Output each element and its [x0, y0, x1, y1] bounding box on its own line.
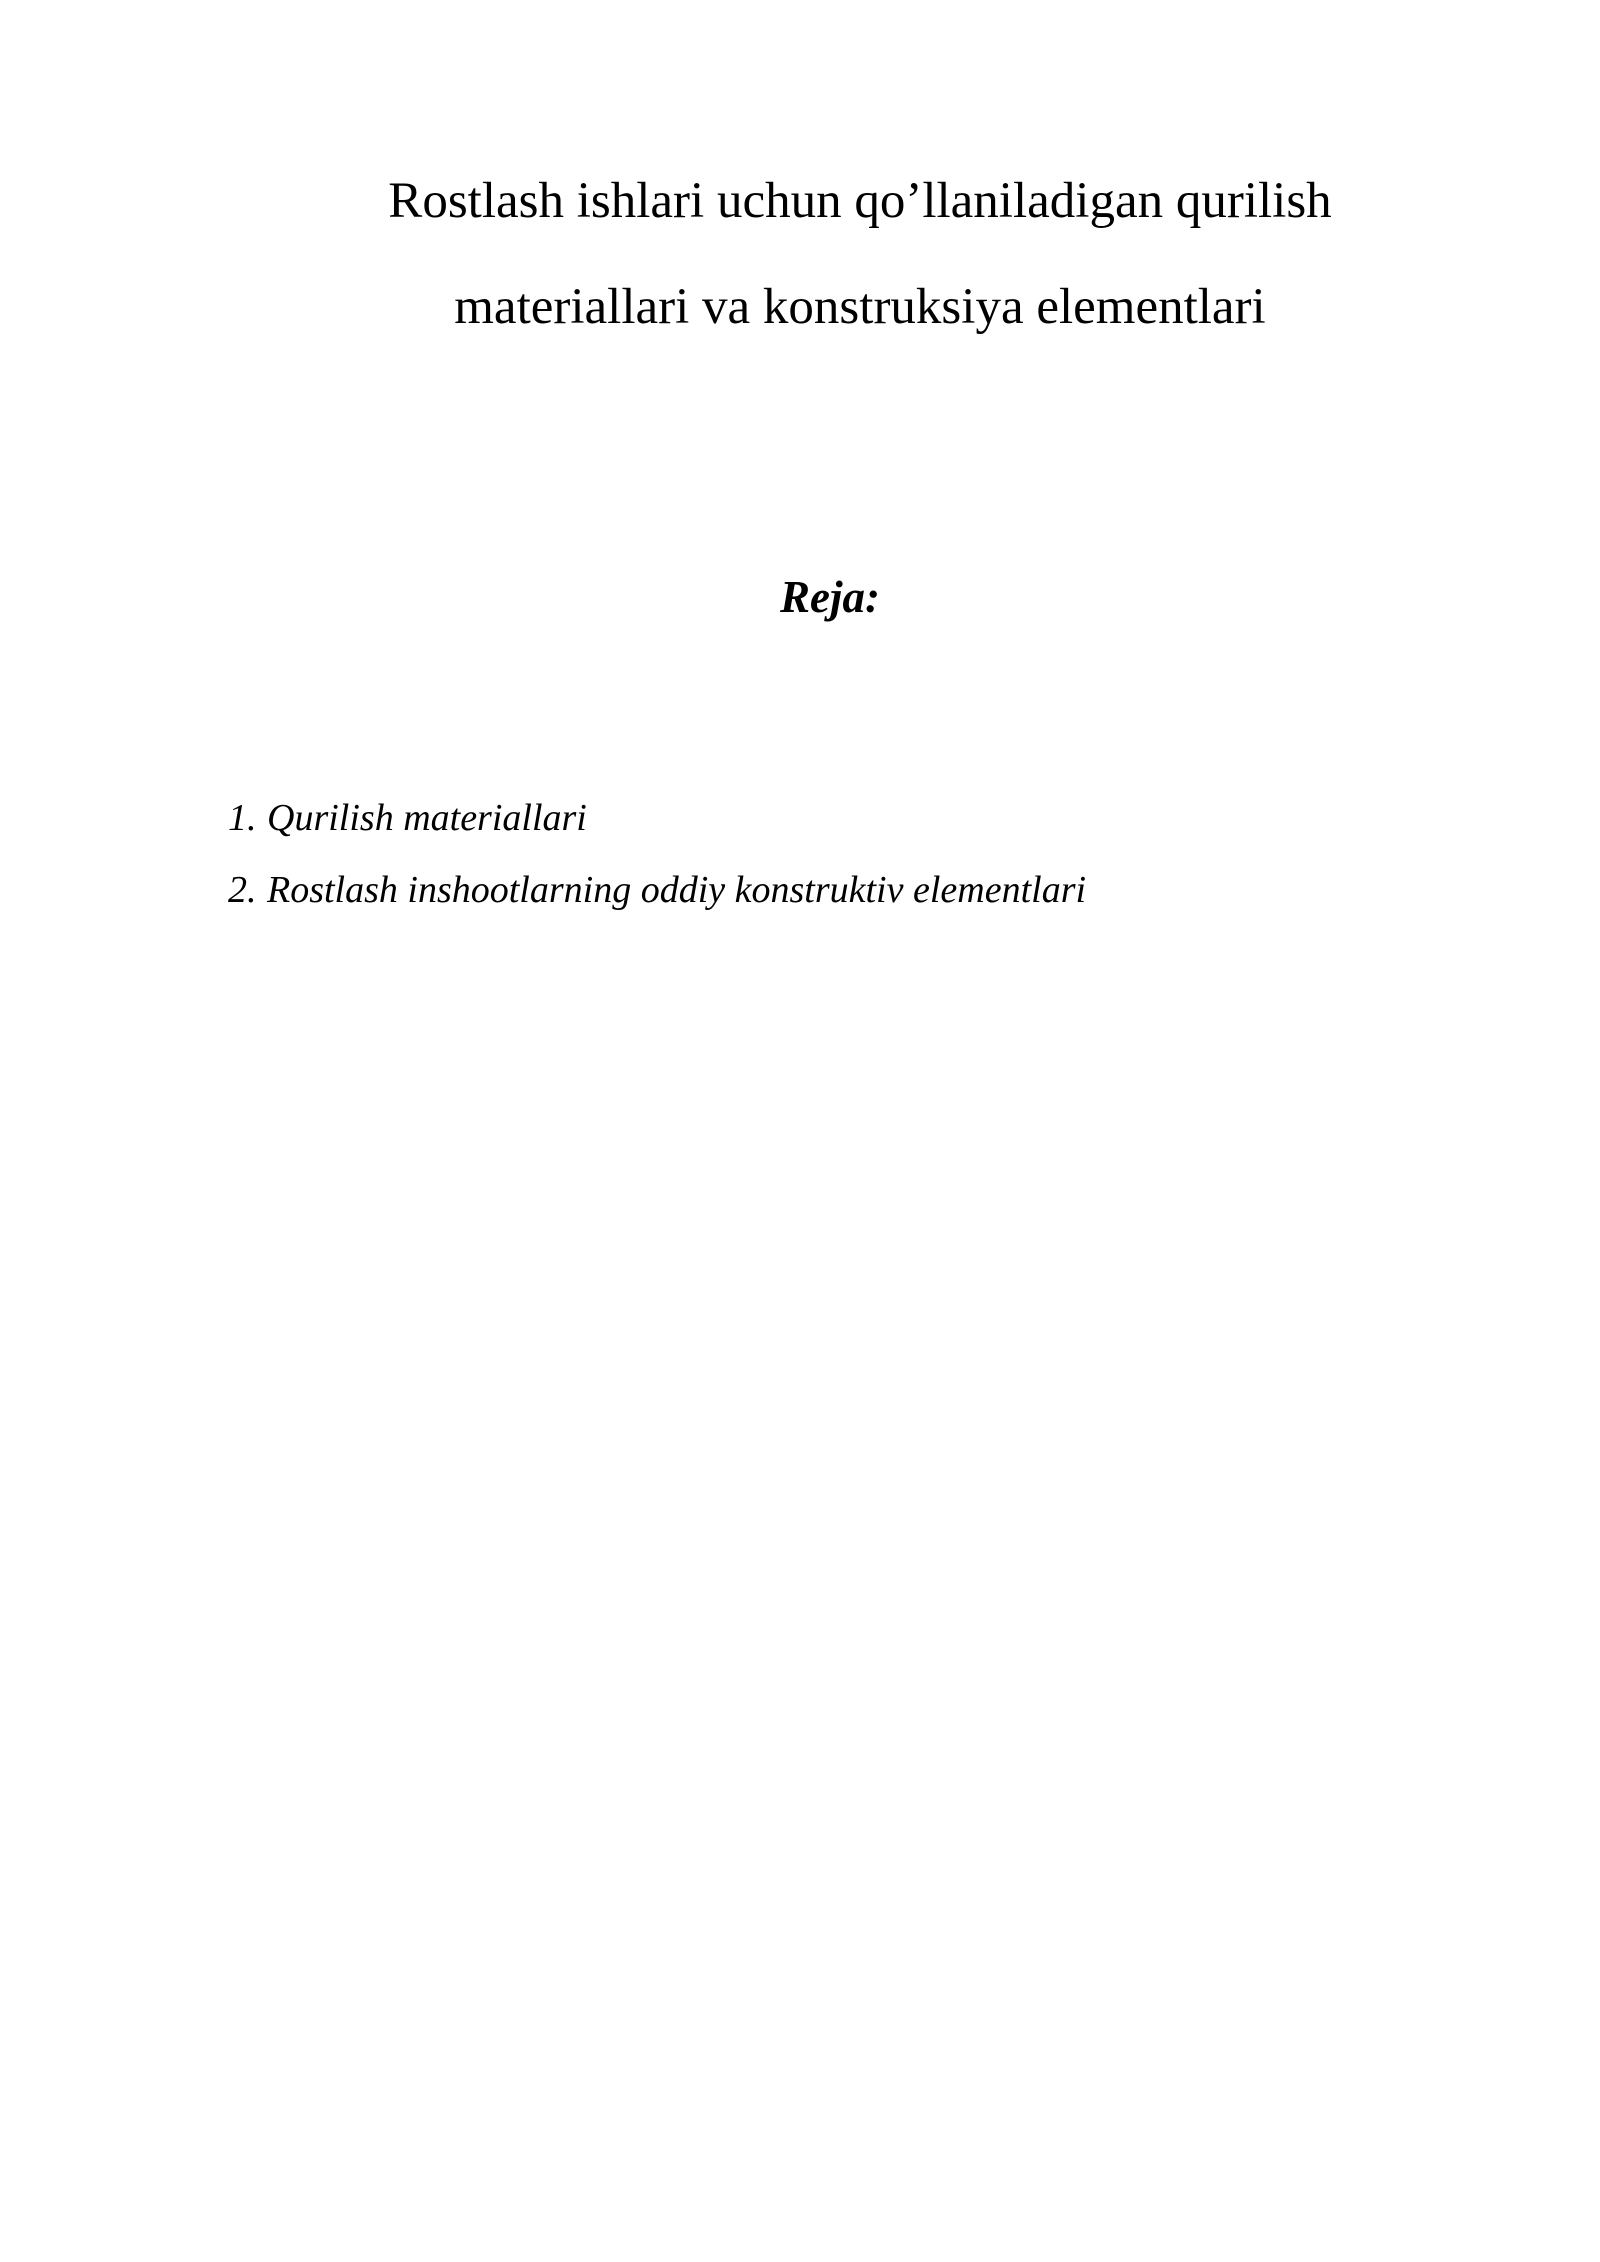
document-title: [230, 148, 1490, 360]
plan-item: [228, 782, 1086, 854]
plan-item-number: 2.: [228, 869, 257, 911]
document-title-line-2: materiallari va konstruksiya elementlari: [454, 279, 1266, 335]
plan-item-text: Rostlash inshootlarning oddiy konstruktiv elementlari: [267, 869, 1087, 911]
plan-item: [228, 854, 1086, 926]
plan-heading: Reja:: [780, 572, 880, 622]
plan-list: [228, 782, 1086, 926]
document-title-line-1: Rostlash ishlari uchun qo’llaniladigan qurilish: [388, 173, 1332, 229]
plan-item-number: 1.: [228, 797, 257, 839]
plan-item-text: Qurilish materiallari: [267, 797, 587, 839]
